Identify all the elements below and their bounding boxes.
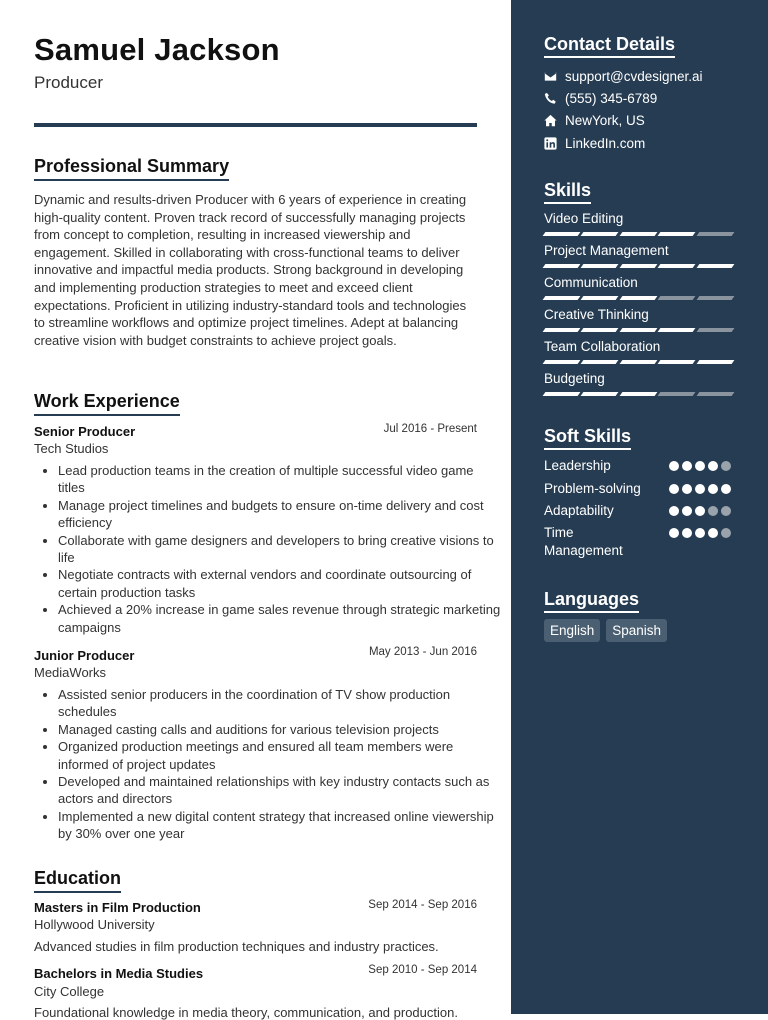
skill-level-bar bbox=[544, 264, 733, 268]
skill-bar-segment bbox=[581, 392, 619, 396]
skill-name: Project Management bbox=[544, 243, 669, 258]
rating-dot bbox=[695, 528, 705, 538]
soft-skill-rating bbox=[669, 484, 731, 494]
skill-bar-segment bbox=[619, 392, 657, 396]
summary-text: Dynamic and results-driven Producer with 6 years of experience in creating high-quality content. Proven track record of successfully managing projects from concept to completion, resulting in increased viewership and engagement. Skilled in collaborating with cross-functional teams to deliver innovative and impactful media products. Strong background in developing and implementing production strategies to meet and exceed client expectations. Proficient in utilizing industry-standard tools and technologies to streamline workflows and optimize project timelines. Adept at balancing creative vision with budget constraints to achieve project goals. bbox=[34, 192, 467, 348]
job-date: Jul 2016 - Present bbox=[383, 423, 477, 435]
rating-dot bbox=[695, 461, 705, 471]
skill-bar-segment bbox=[658, 360, 696, 364]
skill-level-bar bbox=[544, 360, 733, 364]
skill-name: Communication bbox=[544, 275, 638, 290]
email-text: support@cvdesigner.ai bbox=[565, 69, 703, 84]
job-company: Tech Studios bbox=[34, 441, 109, 456]
skill-bar-segment bbox=[543, 392, 581, 396]
skill-bar-segment bbox=[543, 264, 581, 268]
rating-dot bbox=[695, 506, 705, 516]
soft-skills-heading: Soft Skills bbox=[544, 426, 631, 450]
education-heading: Education bbox=[34, 868, 121, 893]
job-bullets bbox=[34, 686, 503, 843]
skill-bar-segment bbox=[581, 296, 619, 300]
skill-bar-segment bbox=[696, 296, 734, 300]
rating-dot bbox=[669, 506, 679, 516]
soft-skill-name: Problem-solving bbox=[544, 481, 641, 496]
soft-skill-rating bbox=[669, 506, 731, 516]
rating-dot bbox=[682, 484, 692, 494]
skill-bar-segment bbox=[696, 232, 734, 236]
rating-dot bbox=[695, 484, 705, 494]
languages-heading: Languages bbox=[544, 589, 639, 613]
skills-heading: Skills bbox=[544, 180, 591, 204]
skill-bar-segment bbox=[581, 360, 619, 364]
contact-heading: Contact Details bbox=[544, 34, 675, 58]
skill-bar-segment bbox=[543, 328, 581, 332]
school-name: Hollywood University bbox=[34, 917, 155, 932]
skill-bar-segment bbox=[619, 360, 657, 364]
job-date: May 2013 - Jun 2016 bbox=[368, 646, 477, 658]
skill-level-bar bbox=[544, 296, 733, 300]
rating-dot bbox=[708, 461, 718, 471]
contact-location bbox=[544, 113, 645, 128]
rating-dot bbox=[721, 528, 731, 538]
soft-skill-name: Time Management bbox=[544, 525, 623, 558]
rating-dot bbox=[669, 461, 679, 471]
skill-bar-segment bbox=[619, 232, 657, 236]
list-item: • Achieved a 20% increase in game sales revenue through strategic marketing campaigns bbox=[58, 601, 503, 636]
skill-level-bar bbox=[544, 232, 733, 236]
skill-bar-segment bbox=[658, 392, 696, 396]
degree-title: Bachelors in Media Studies bbox=[34, 966, 204, 981]
list-item: • Developed and maintained relationships with key industry contacts such as actors and directors bbox=[58, 773, 503, 808]
skill-bar-segment bbox=[581, 232, 619, 236]
skill-bar-segment bbox=[658, 296, 696, 300]
rating-dot bbox=[682, 528, 692, 538]
education-date: Sep 2010 - Sep 2014 bbox=[368, 964, 477, 976]
skill-bar-segment bbox=[696, 264, 734, 268]
skill-bar-segment bbox=[619, 328, 657, 332]
skill-level-bar bbox=[544, 328, 733, 332]
skill-name: Budgeting bbox=[544, 371, 605, 386]
list-item: • Organized production meetings and ensured all team members were informed of project updates bbox=[58, 738, 503, 773]
job-company: MediaWorks bbox=[34, 665, 107, 680]
education-date: Sep 2014 - Sep 2016 bbox=[368, 899, 477, 911]
skill-bar-segment bbox=[619, 296, 657, 300]
soft-skill-rating bbox=[669, 528, 731, 538]
skill-bar-segment bbox=[581, 328, 619, 332]
skill-bar-segment bbox=[696, 392, 734, 396]
phone-text: (555) 345-6789 bbox=[565, 91, 658, 106]
list-item: • Implemented a new digital content strategy that increased online viewership by 30% over one year bbox=[58, 808, 503, 843]
rating-dot bbox=[669, 484, 679, 494]
list-item: • Negotiate contracts with external vendors and coordinate outsourcing of certain production tasks bbox=[58, 566, 503, 601]
rating-dot bbox=[682, 461, 692, 471]
header-divider bbox=[34, 123, 477, 127]
job-title: Senior Producer bbox=[34, 424, 136, 439]
skill-bar-segment bbox=[543, 232, 581, 236]
language-chip: Spanish bbox=[606, 619, 667, 642]
rating-dot bbox=[721, 484, 731, 494]
home-icon bbox=[544, 114, 557, 127]
rating-dot bbox=[669, 528, 679, 538]
school-name: City College bbox=[34, 984, 105, 999]
envelope-icon bbox=[544, 70, 557, 83]
list-item: • Assisted senior producers in the coordination of TV show production schedules bbox=[58, 686, 503, 721]
rating-dot bbox=[708, 528, 718, 538]
education-description: Foundational knowledge in media theory, communication, and production. bbox=[34, 1005, 458, 1020]
list-item: • Managed casting calls and auditions for various television projects bbox=[58, 721, 503, 738]
skill-name: Video Editing bbox=[544, 211, 624, 226]
skill-level-bar bbox=[544, 392, 733, 396]
linkedin-icon bbox=[544, 137, 557, 150]
job-bullets bbox=[34, 462, 503, 636]
skill-bar-segment bbox=[696, 360, 734, 364]
rating-dot bbox=[721, 506, 731, 516]
soft-skill-name: Adaptability bbox=[544, 503, 614, 518]
skill-bar-segment bbox=[696, 328, 734, 332]
education-description: Advanced studies in film production techniques and industry practices. bbox=[34, 939, 439, 954]
location-text: NewYork, US bbox=[565, 113, 645, 128]
skill-bar-segment bbox=[543, 296, 581, 300]
phone-icon bbox=[544, 92, 557, 105]
skill-bar-segment bbox=[658, 232, 696, 236]
skill-bar-segment bbox=[658, 328, 696, 332]
skill-bar-segment bbox=[581, 264, 619, 268]
language-chip: English bbox=[544, 619, 600, 642]
skill-bar-segment bbox=[619, 264, 657, 268]
job-title: Junior Producer bbox=[34, 648, 135, 663]
linkedin-text: LinkedIn.com bbox=[565, 136, 646, 151]
degree-title: Masters in Film Production bbox=[34, 900, 201, 915]
skill-bar-segment bbox=[543, 360, 581, 364]
skill-name: Creative Thinking bbox=[544, 307, 649, 322]
soft-skill-name: Leadership bbox=[544, 458, 611, 473]
list-item: • Manage project timelines and budgets to ensure on-time delivery and cost efficiency bbox=[58, 497, 503, 532]
skill-bar-segment bbox=[658, 264, 696, 268]
rating-dot bbox=[721, 461, 731, 471]
skill-name: Team Collaboration bbox=[544, 339, 661, 354]
candidate-role: Producer bbox=[34, 73, 103, 92]
contact-linkedin[interactable] bbox=[544, 136, 645, 151]
list-item: • Lead production teams in the creation of multiple successful video game titles bbox=[58, 462, 503, 497]
summary-heading: Professional Summary bbox=[34, 156, 229, 181]
contact-phone[interactable] bbox=[544, 91, 657, 106]
candidate-name: Samuel Jackson bbox=[34, 32, 280, 67]
contact-email[interactable] bbox=[544, 69, 703, 84]
rating-dot bbox=[708, 484, 718, 494]
languages-list bbox=[544, 619, 667, 642]
experience-heading: Work Experience bbox=[34, 391, 180, 416]
rating-dot bbox=[708, 506, 718, 516]
soft-skill-rating bbox=[669, 461, 731, 471]
rating-dot bbox=[682, 506, 692, 516]
list-item: • Collaborate with game designers and developers to bring creative visions to life bbox=[58, 532, 503, 567]
